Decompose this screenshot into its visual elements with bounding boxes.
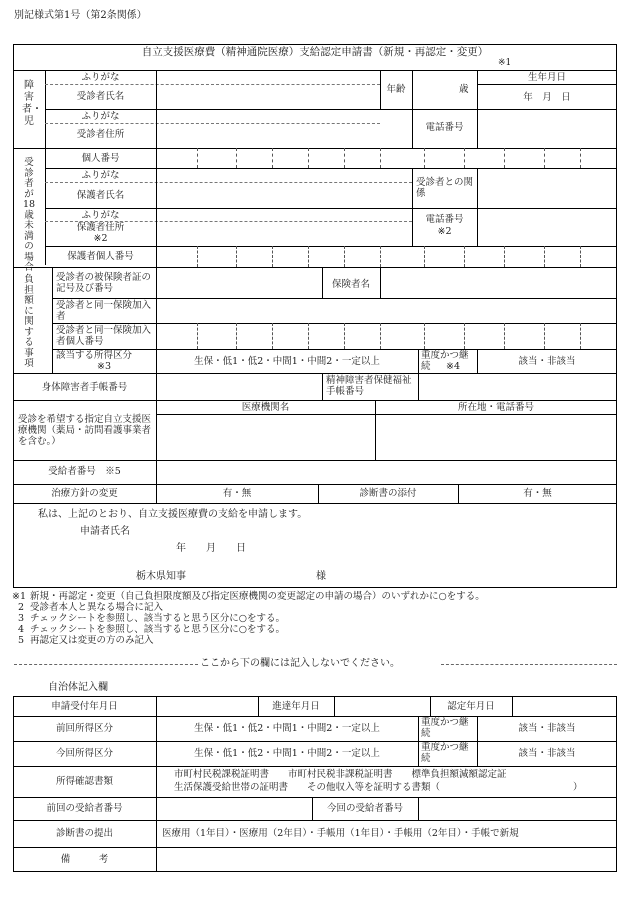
office-diag-options[interactable]: 医療用（1年目）・医療用（2年目）・手帳用（1年目）・手帳用（2年目）・手帳で新規 [162, 828, 519, 839]
insurer-label: 保険者名 [331, 279, 370, 290]
title-note: ※1 [498, 58, 512, 68]
severe-options[interactable]: 該当・非該当 [518, 356, 576, 367]
institution-addr-label: 所在地・電話番号 [457, 402, 534, 413]
age-label: 年齢 [386, 84, 406, 95]
guardian-section-label: 受診者が18歳未満の場合 [22, 157, 36, 273]
office-send-label: 進達年月日 [272, 701, 320, 712]
office-recv-label: 申請受付年月日 [51, 701, 118, 712]
note-mark: 3 [17, 613, 24, 624]
treat-change-label: 治療方針の変更 [51, 488, 118, 499]
seishin-label: 精神障害者保健福祉手帳番号 [326, 375, 412, 397]
recipient-no-label: 受給者番号 ※5 [48, 466, 121, 477]
office-cur-severe-label: 重度かつ継続 [421, 742, 469, 764]
office-cur-no-label: 今回の受給者番号 [326, 803, 403, 814]
guardian-address-label: 保護者住所 [76, 222, 125, 233]
office-docs-line2: 生活保護受給世帯の証明書 その他収入等を証明する書類（ ） [174, 782, 583, 793]
patient-name-input[interactable] [157, 85, 379, 108]
guardian-phone-note: ※2 [437, 226, 452, 237]
note-text: チェックシートを参照し、該当すると思う区分に○をする。 [30, 624, 286, 635]
office-prev-income-options[interactable]: 生保・低1・低2・中間1・中間2・一定以上 [194, 723, 380, 734]
guardian-phone-label: 電話番号 [425, 214, 464, 225]
note-text: 再認定又は変更の方のみ記入 [30, 635, 154, 646]
applicant-label: 申請者氏名 [80, 526, 130, 537]
note-mark: 2 [17, 602, 24, 613]
diag-attach-options[interactable]: 有・無 [523, 488, 552, 499]
office-docs-line1: 市町村民税課税証明書 市町村民税非課税証明書 標準負担額減額認定証 [174, 769, 507, 780]
same-insured-no-label: 受診者と同一保険加入者個人番号 [56, 325, 152, 347]
note-text: 新規・再認定・変更（自己負担限度額及び指定医療機関の変更認定の申請の場合）のいずれかに○をする。 [30, 591, 485, 602]
form-title: 自立支援医療費（精神通院医療）支給認定申請書（新規・再認定・変更） [141, 46, 489, 58]
shintai-label: 身体障害者手帳番号 [41, 382, 128, 393]
guardian-kojin-no-label: 保護者個人番号 [67, 251, 134, 262]
date-format: 年 月 日 [176, 543, 246, 554]
office-docs-label: 所得確認書類 [55, 776, 113, 787]
office-cur-income-label: 今回所得区分 [55, 748, 113, 759]
note-text: 受診者本人と異なる場合に記入 [30, 602, 164, 613]
institution-label: 受診を希望する指定自立支援医療機関（薬局・訪問看護事業者を含む。） [18, 414, 152, 447]
office-section-label: 自治体記入欄 [48, 682, 108, 693]
age-unit: 歳 [459, 84, 469, 95]
severe-label: 重度かつ継続 [421, 350, 469, 372]
office-prev-severe-options[interactable]: 該当・非該当 [518, 723, 576, 734]
guardian-furigana-label: ふりがな [81, 170, 120, 181]
office-prev-severe-label: 重度かつ継続 [421, 717, 469, 739]
income-class-note: ※3 [96, 361, 111, 372]
severe-note: ※4 [446, 361, 461, 372]
guardian-address-note: ※2 [93, 233, 108, 244]
office-cur-income-options[interactable]: 生保・低1・低2・中間1・中間2・一定以上 [194, 748, 380, 759]
governor-label: 栃木県知事 [136, 571, 186, 582]
patient-section-label: 障害者・児 [22, 80, 42, 127]
dob-label: 生年月日 [527, 72, 566, 83]
income-class-options[interactable]: 生保・低1・低2・中間1・中間2・一定以上 [194, 356, 380, 367]
note-mark: 4 [17, 624, 24, 635]
same-insured-label: 受診者と同一保険加入者 [56, 300, 152, 322]
office-diag-label: 診断書の提出 [55, 828, 113, 839]
form-number: 別記様式第1号（第2条関係） [14, 10, 147, 21]
office-prev-income-label: 前回所得区分 [55, 723, 113, 734]
sama-label: 様 [316, 571, 326, 582]
patient-furigana-label: ふりがな [81, 72, 120, 83]
office-prev-no-label: 前回の受給者番号 [46, 803, 123, 814]
insured-no-label: 受診者の被保険者証の記号及び番号 [56, 272, 152, 294]
burden-section-label: 負担額に関する事項 [24, 274, 34, 369]
guardian-name-label: 保護者氏名 [76, 190, 125, 201]
guardian-name-input[interactable] [157, 183, 411, 207]
guardian-relation-label: 受診者との関係 [416, 177, 474, 199]
office-cert-label: 認定年月日 [447, 701, 495, 712]
patient-name-label: 受診者氏名 [76, 91, 125, 102]
guardian-furigana2-label: ふりがな [81, 210, 120, 221]
kojin-no-cells[interactable] [157, 149, 616, 167]
income-class-label: 該当する所得区分 [56, 350, 133, 361]
note-mark: 5 [17, 635, 24, 646]
note-mark: ※1 [12, 591, 27, 602]
patient-phone-label: 電話番号 [425, 122, 464, 133]
dob-format: 年 月 日 [523, 92, 571, 103]
patient-furigana2-label: ふりがな [81, 111, 120, 122]
patient-address-input[interactable] [157, 124, 411, 147]
treat-change-options[interactable]: 有・無 [222, 488, 252, 499]
diag-attach-label: 診断書の添付 [359, 488, 417, 499]
cut-line-text: ここから下の欄には記入しないでください。 [200, 658, 400, 669]
kojin-no-label: 個人番号 [81, 153, 120, 164]
note-text: チェックシートを参照し、該当すると思う区分に○をする。 [30, 613, 286, 624]
office-cur-severe-options[interactable]: 該当・非該当 [518, 748, 576, 759]
institution-name-label: 医療機関名 [241, 402, 290, 413]
institution-name-input[interactable] [157, 415, 374, 459]
patient-address-label: 受診者住所 [76, 129, 125, 140]
office-remarks-label: 備 考 [60, 854, 109, 865]
institution-addr-input[interactable] [376, 415, 616, 459]
declaration-text: 私は、上記のとおり、自立支援医療費の支給を申請します。 [38, 509, 308, 520]
